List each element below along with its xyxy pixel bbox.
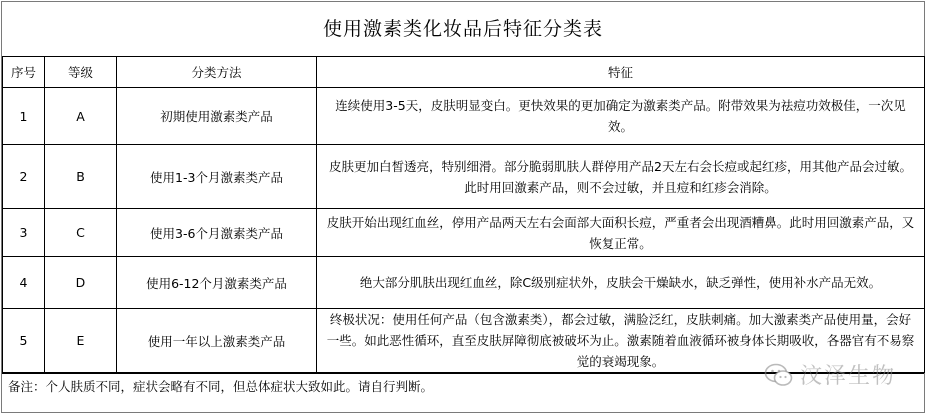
- row-method: 使用3-6个月激素类产品: [117, 209, 317, 257]
- row-feature: 终极状况：使用任何产品（包含激素类），都会过敏，满脸泛红，皮肤刺痛。加大激素类产品使用量，会好一些。如此恶性循环，直至皮肤屏障彻底被破坏为止。激素随着血液循环被身体长期吸收，各器官有不易察觉的衰竭现象。: [317, 309, 925, 373]
- row-index: 3: [3, 209, 45, 257]
- row-method: 使用1-3个月激素类产品: [117, 145, 317, 209]
- row-method: 使用一年以上激素类产品: [117, 309, 317, 373]
- row-grade: D: [45, 257, 117, 309]
- watermark: [764, 359, 896, 390]
- row-grade: A: [45, 88, 117, 145]
- table-row: [3, 88, 925, 145]
- table-title: 使用激素类化妆品后特征分类表: [322, 18, 603, 40]
- row-method: 使用6-12个月激素类产品: [117, 257, 317, 309]
- classification-sheet: [1, 1, 925, 413]
- header-grade: 等级: [45, 57, 117, 88]
- row-index: 5: [3, 309, 45, 373]
- row-feature: 连续使用3-5天，皮肤明显变白。更快效果的更加确定为激素类产品。附带效果为祛痘功效极佳，一次见效。: [317, 88, 925, 145]
- watermark-text: 汶泽生物: [799, 364, 896, 389]
- header-row: [3, 57, 925, 88]
- row-feature: 皮肤更加白皙透亮，特别细滑。部分脆弱肌肤人群停用产品2天左右会长痘或起红疹，用其他产品会过敏。此时用回激素产品，则不会过敏，并且痘和红疹会消除。: [317, 145, 925, 209]
- footnote: 备注：个人肤质不同，症状会略有不同，但总体症状大致如此。请自行判断。: [2, 373, 924, 400]
- classification-table: [2, 56, 925, 373]
- row-index: 1: [3, 88, 45, 145]
- header-method: 分类方法: [117, 57, 317, 88]
- table-row: [3, 145, 925, 209]
- row-feature: 皮肤开始出现红血丝，停用产品两天左右会面部大面积长痘，严重者会出现酒糟鼻。此时用回激素产品，又恢复正常。: [317, 209, 925, 257]
- row-grade: B: [45, 145, 117, 209]
- header-index: 序号: [3, 57, 45, 88]
- row-method: 初期使用激素类产品: [117, 88, 317, 145]
- wechat-logo-icon: [764, 362, 794, 388]
- row-feature: 绝大部分肌肤出现红血丝，除C级别症状外，皮肤会干燥缺水，缺乏弹性，使用补水产品无效。: [317, 257, 925, 309]
- row-index: 4: [3, 257, 45, 309]
- row-grade: E: [45, 309, 117, 373]
- table-row: [3, 257, 925, 309]
- header-feature: 特征: [317, 57, 925, 88]
- row-index: 2: [3, 145, 45, 209]
- table-row: [3, 209, 925, 257]
- row-grade: C: [45, 209, 117, 257]
